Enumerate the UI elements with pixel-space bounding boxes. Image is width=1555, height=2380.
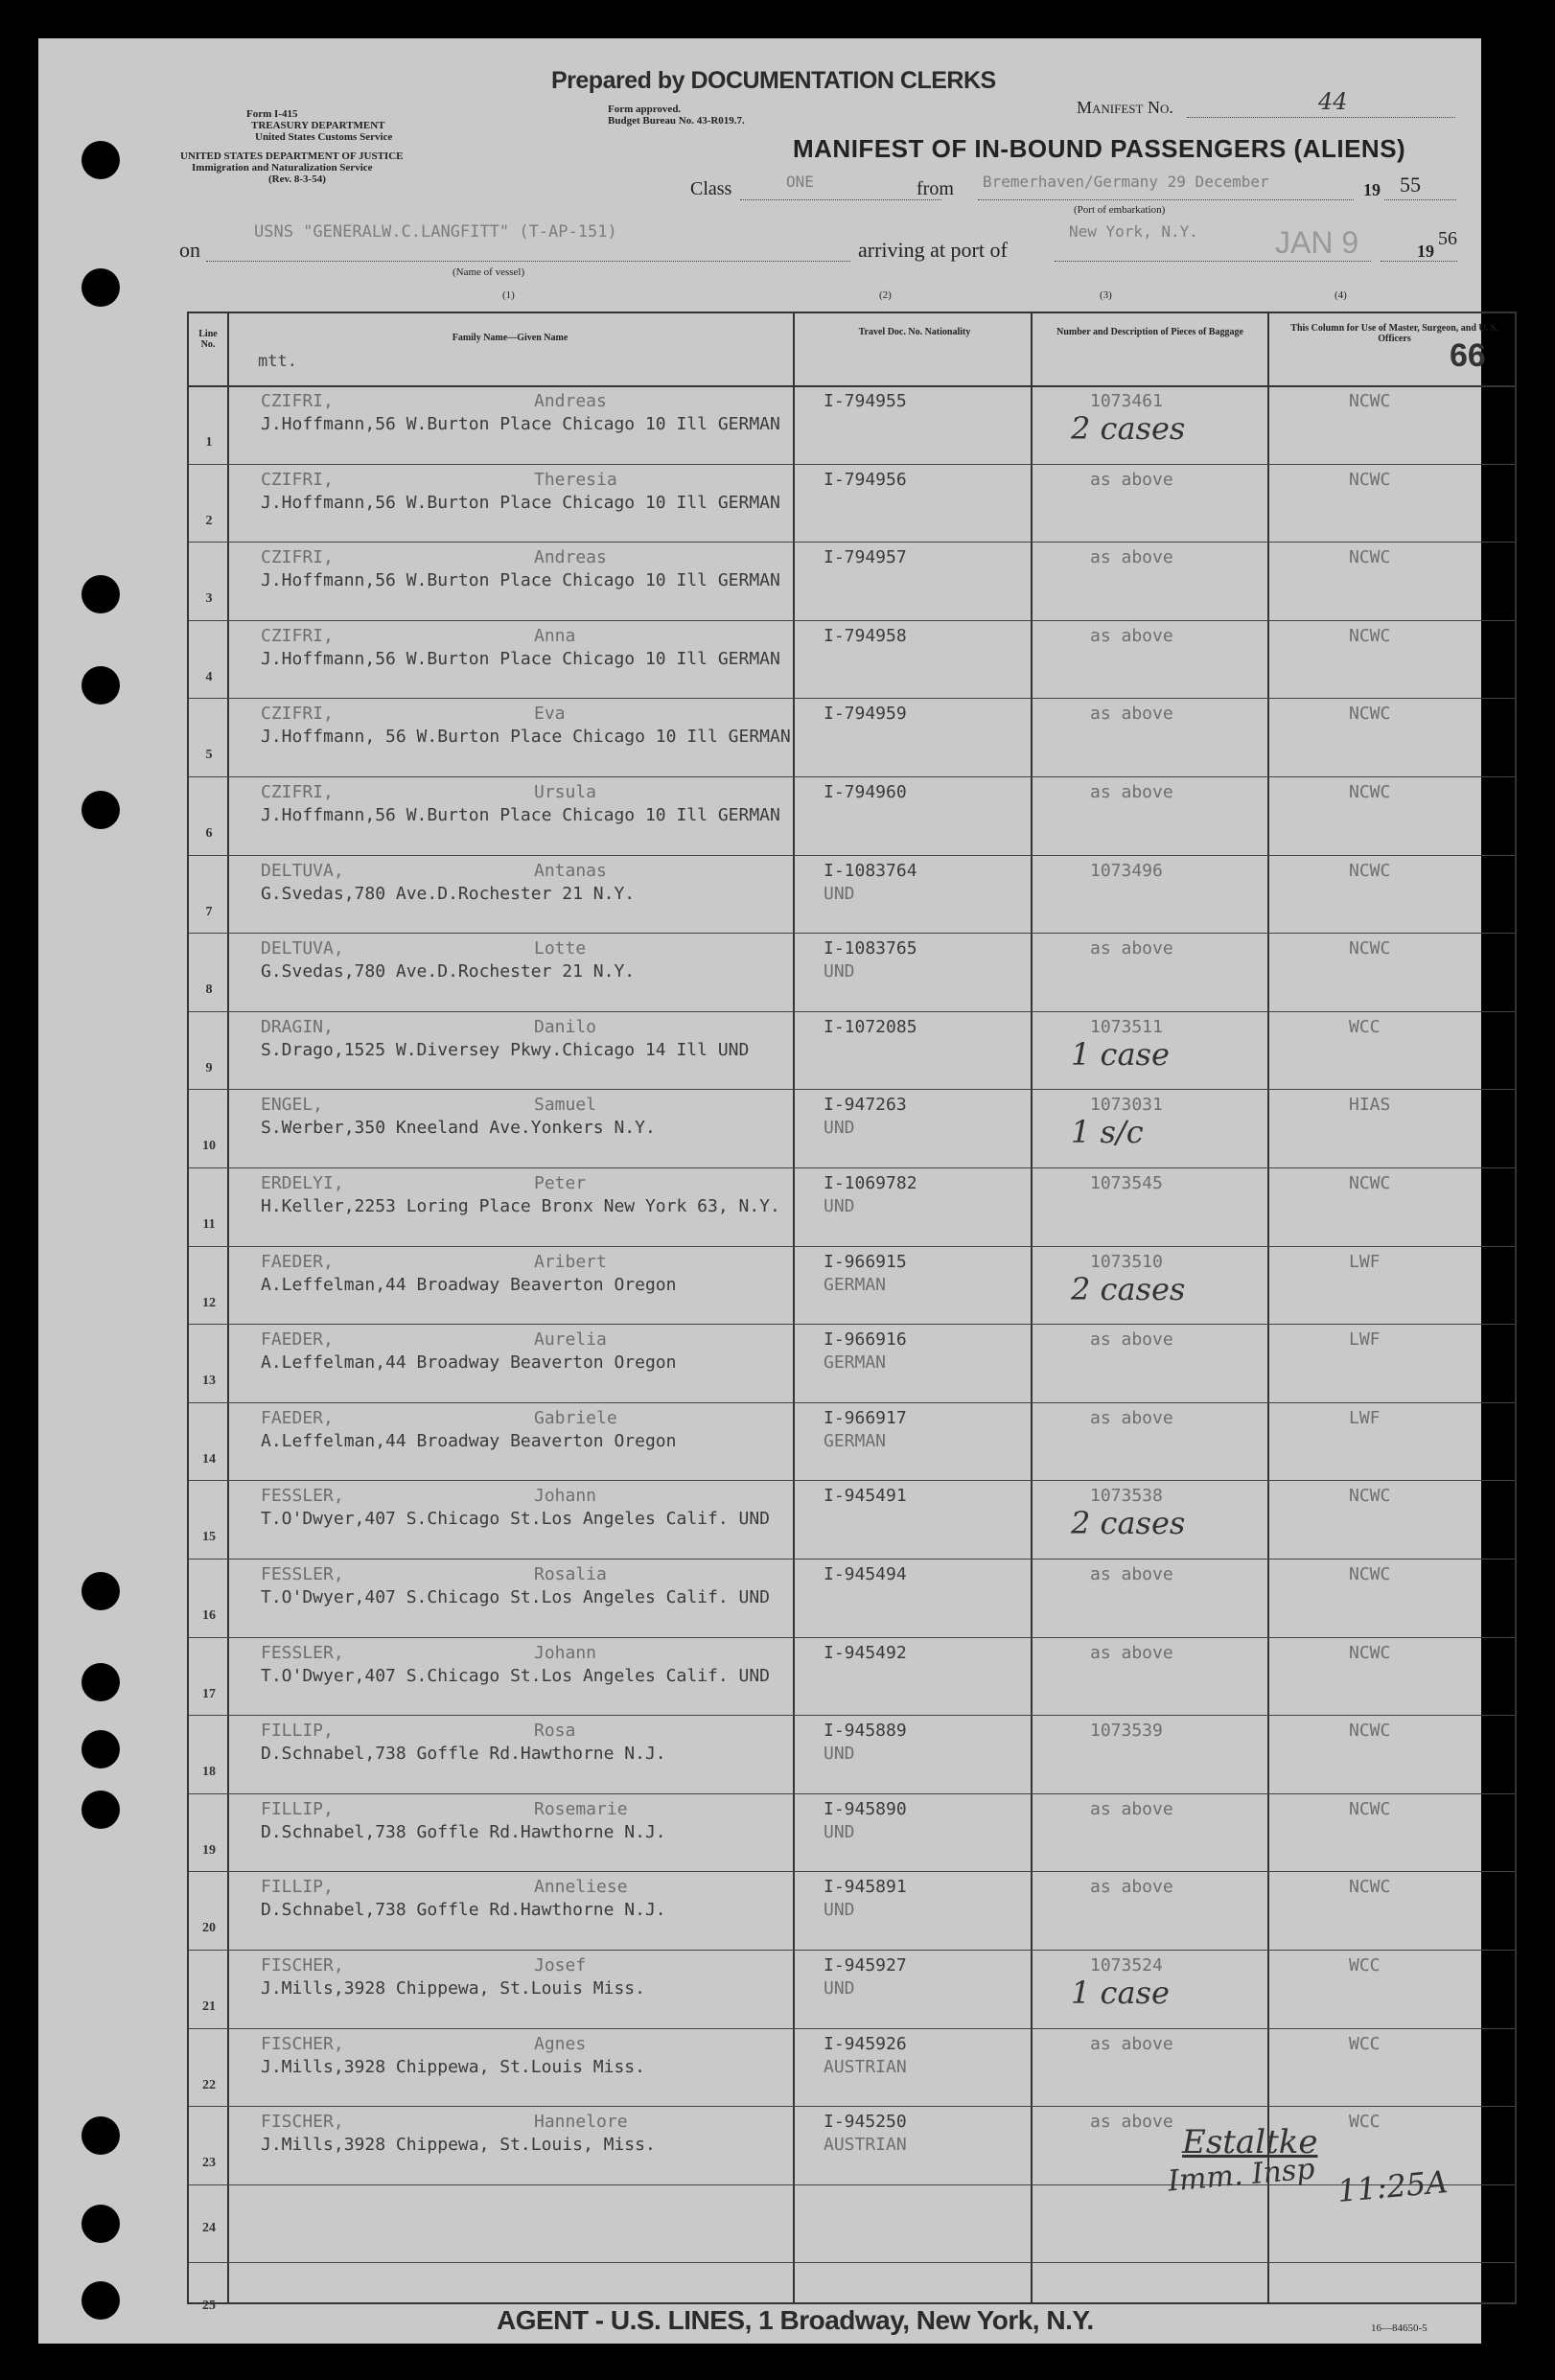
given-name: Josef: [534, 1955, 587, 1976]
sponsor-address: J.Hoffmann,56 W.Burton Place Chicago 10 Ill GERMAN: [261, 805, 780, 825]
sponsor-address: A.Leffelman,44 Broadway Beaverton Oregon: [261, 1352, 677, 1374]
table-row: [189, 1871, 1515, 1950]
baggage-number: as above: [1090, 2112, 1173, 2133]
line-number: 3: [205, 591, 213, 607]
family-name: FESSLER,: [261, 1486, 344, 1507]
sponsor-address: J.Mills,3928 Chippewa, St.Louis Miss.: [261, 2056, 645, 2077]
family-name: ERDELYI,: [261, 1173, 344, 1193]
nationality: UND: [824, 883, 855, 904]
given-name: Rosemarie: [534, 1798, 628, 1819]
baggage-number: as above: [1090, 1642, 1173, 1663]
col-number-2: (2): [879, 289, 892, 301]
vessel-line: [206, 261, 850, 262]
form-code: 16—84650-5: [1371, 2322, 1427, 2334]
arriving-label: arriving at port of: [858, 238, 1008, 262]
punch-hole: [81, 575, 120, 613]
travel-doc-no: I-945889: [824, 1721, 907, 1742]
sponsor-address: T.O'Dwyer,407 S.Chicago St.Los Angeles Calif. UND: [261, 1587, 771, 1607]
family-name: FESSLER,: [261, 1564, 344, 1584]
baggage-number: as above: [1090, 704, 1173, 725]
nationality: UND: [824, 1821, 855, 1842]
sponsor-address: D.Schnabel,738 Goffle Rd.Hawthorne N.J.: [261, 1744, 666, 1765]
line-number: 24: [202, 2220, 216, 2235]
baggage-number: as above: [1090, 547, 1173, 568]
agency-code: NCWC: [1349, 1877, 1391, 1898]
nationality: GERMAN: [824, 1352, 887, 1374]
table-row: [189, 620, 1515, 699]
travel-doc-no: I-945927: [824, 1955, 907, 1976]
sponsor-address: J.Mills,3928 Chippewa, St.Louis Miss.: [261, 1978, 645, 1999]
nationality: UND: [824, 1900, 855, 1921]
year-line: [1384, 199, 1456, 200]
family-name: FAEDER,: [261, 1329, 334, 1351]
given-name: Aribert: [534, 1251, 607, 1272]
sponsor-address: T.O'Dwyer,407 S.Chicago St.Los Angeles Calif. UND: [261, 1665, 771, 1686]
baggage-number: as above: [1090, 1407, 1173, 1428]
travel-doc-no: I-794959: [824, 704, 907, 725]
table-row: [189, 385, 1515, 464]
page-mark: 66: [1450, 337, 1486, 374]
baggage-number: 1073524: [1090, 1955, 1163, 1976]
line-number: 22: [202, 2077, 216, 2092]
ins-label: Immigration and Naturalization Service: [192, 162, 373, 173]
agency-code: NCWC: [1349, 938, 1391, 959]
travel-doc-no: I-794957: [824, 547, 907, 568]
line-number: 23: [202, 2156, 216, 2171]
nationality: AUSTRIAN: [824, 2135, 907, 2156]
table-row: [189, 1480, 1515, 1559]
year-prefix: 19: [1363, 180, 1381, 199]
baggage-number: as above: [1090, 1877, 1173, 1898]
line-number: 25: [202, 2299, 216, 2314]
given-name: Andreas: [534, 391, 607, 411]
line-number: 19: [202, 1842, 216, 1858]
travel-doc-no: I-1083765: [824, 938, 917, 959]
line-number: 14: [202, 1451, 216, 1467]
baggage-handwritten: 1 s/c: [1071, 1114, 1144, 1151]
sponsor-address: A.Leffelman,44 Broadway Beaverton Oregon: [261, 1274, 677, 1295]
port-caption: (Port of embarkation): [1074, 204, 1166, 216]
arrival-line: [1055, 261, 1371, 262]
family-name: FILLIP,: [261, 1721, 334, 1742]
inspector-signature: Estaltke: [1182, 2123, 1318, 2161]
agency-code: WCC: [1349, 2112, 1381, 2133]
family-name: ENGEL,: [261, 1095, 324, 1116]
family-name: CZIFRI,: [261, 391, 334, 411]
from-value: Bremerhaven/Germany 29 December: [983, 173, 1269, 191]
agency-code: NCWC: [1349, 625, 1391, 646]
baggage-handwritten: 1 case: [1071, 1035, 1170, 1073]
line-number: 18: [202, 1765, 216, 1780]
manifest-no-line: [1187, 117, 1455, 118]
agency-code: WCC: [1349, 1016, 1381, 1037]
baggage-number: as above: [1090, 1564, 1173, 1584]
given-name: Agnes: [534, 2033, 587, 2054]
punch-hole: [81, 2205, 120, 2243]
agency-code: NCWC: [1349, 1486, 1391, 1507]
agent-stamp: AGENT - U.S. LINES, 1 Broadway, New York, N.Y.: [497, 2305, 1094, 2335]
agency-code: NCWC: [1349, 547, 1391, 568]
line-number: 10: [202, 1139, 216, 1154]
punch-hole: [81, 1572, 120, 1610]
table-row: [189, 1167, 1515, 1246]
arrival-date-stamp: JAN 9: [1275, 225, 1359, 260]
given-name: Gabriele: [534, 1407, 617, 1428]
on-label: on: [179, 238, 200, 262]
col-number-4: (4): [1335, 289, 1347, 301]
class-line: [740, 199, 941, 200]
baggage-number: as above: [1090, 469, 1173, 490]
travel-doc-no: I-794960: [824, 782, 907, 802]
sponsor-address: D.Schnabel,738 Goffle Rd.Hawthorne N.J.: [261, 1821, 666, 1842]
baggage-number: as above: [1090, 782, 1173, 802]
punch-hole: [81, 1730, 120, 1768]
arrival-year-prefix: 19: [1417, 242, 1434, 261]
line-number: 20: [202, 1921, 216, 1936]
table-row: [189, 1715, 1515, 1793]
table-row: [189, 1246, 1515, 1325]
budget-number: Budget Bureau No. 43-R019.7.: [608, 115, 745, 127]
arrival-port: New York, N.Y.: [1069, 222, 1198, 241]
baggage-handwritten: 2 cases: [1071, 1270, 1186, 1307]
given-name: Andreas: [534, 547, 607, 568]
family-name: FAEDER,: [261, 1407, 334, 1428]
sponsor-address: J.Hoffmann, 56 W.Burton Place Chicago 10 Ill GERMAN: [261, 727, 791, 748]
travel-doc-no: I-945250: [824, 2112, 907, 2133]
punch-hole: [81, 1663, 120, 1701]
sponsor-address: J.Hoffmann,56 W.Burton Place Chicago 10 Ill GERMAN: [261, 648, 780, 669]
baggage-number: as above: [1090, 1329, 1173, 1351]
family-name: CZIFRI,: [261, 704, 334, 725]
baggage-handwritten: 1 case: [1071, 1975, 1170, 2011]
travel-doc-no: I-966917: [824, 1407, 907, 1428]
sponsor-address: J.Hoffmann,56 W.Burton Place Chicago 10 Ill GERMAN: [261, 492, 780, 513]
travel-doc-no: I-945890: [824, 1798, 907, 1819]
line-number: 13: [202, 1374, 216, 1389]
form-approved: Form approved.: [608, 104, 682, 115]
given-name: Samuel: [534, 1095, 597, 1116]
baggage-number: 1073031: [1090, 1095, 1163, 1116]
punch-hole: [81, 2116, 120, 2155]
line-number: 6: [205, 826, 213, 841]
sponsor-address: J.Hoffmann,56 W.Burton Place Chicago 10 Ill GERMAN: [261, 570, 780, 591]
col-number-1: (1): [502, 289, 515, 301]
baggage-number: 1073539: [1090, 1721, 1163, 1742]
line-number: 8: [205, 982, 213, 998]
justice-label: UNITED STATES DEPARTMENT OF JUSTICE: [180, 150, 404, 162]
travel-doc-no: I-947263: [824, 1095, 907, 1116]
given-name: Johann: [534, 1486, 597, 1507]
nationality: UND: [824, 1978, 855, 1999]
table-row: [189, 2028, 1515, 2107]
given-name: Rosa: [534, 1721, 576, 1742]
line-number: 17: [202, 1686, 216, 1701]
arrival-year-line: [1381, 261, 1457, 262]
nationality: GERMAN: [824, 1430, 887, 1451]
given-name: Anna: [534, 625, 576, 646]
table-row: [189, 2184, 1515, 2263]
travel-doc-no: I-945491: [824, 1486, 907, 1507]
travel-doc-no: I-1072085: [824, 1016, 917, 1037]
travel-doc-no: I-794956: [824, 469, 907, 490]
manifest-title: MANIFEST OF IN-BOUND PASSENGERS (ALIENS): [793, 134, 1406, 163]
sponsor-address: J.Hoffmann,56 W.Burton Place Chicago 10 Ill GERMAN: [261, 414, 780, 434]
rev-label: (Rev. 8-3-54): [268, 173, 326, 185]
family-name: CZIFRI,: [261, 625, 334, 646]
vessel-value: USNS "GENERALW.C.LANGFITT" (T-AP-151): [254, 222, 617, 242]
travel-doc-no: I-945494: [824, 1564, 907, 1584]
treasury-label: TREASURY DEPARTMENT: [251, 120, 385, 131]
baggage-number: as above: [1090, 938, 1173, 959]
travel-doc-no: I-945891: [824, 1877, 907, 1898]
table-row: [189, 1950, 1515, 2028]
table-row: [189, 1089, 1515, 1167]
given-name: Peter: [534, 1173, 587, 1193]
form-id: Form I-415: [246, 108, 298, 120]
agency-code: WCC: [1349, 2033, 1381, 2054]
line-number: 11: [202, 1217, 216, 1232]
baggage-number: as above: [1090, 1798, 1173, 1819]
given-name: Aurelia: [534, 1329, 607, 1351]
table-row: [189, 464, 1515, 543]
line-number: 21: [202, 1999, 216, 2014]
col-header-baggage: Number and Description of Pieces of Baggage: [1056, 327, 1243, 337]
table-row: [189, 1637, 1515, 1716]
punch-hole: [81, 1791, 120, 1829]
agency-code: WCC: [1349, 1955, 1381, 1976]
table-row: [189, 1011, 1515, 1090]
col-header-line-no: Line No.: [198, 329, 218, 350]
baggage-number: as above: [1090, 2033, 1173, 2054]
agency-code: NCWC: [1349, 1642, 1391, 1663]
family-name: CZIFRI,: [261, 469, 334, 490]
vessel-caption: (Name of vessel): [453, 266, 525, 278]
agency-code: NCWC: [1349, 860, 1391, 881]
travel-doc-no: I-945492: [824, 1642, 907, 1663]
sponsor-address: G.Svedas,780 Ave.D.Rochester 21 N.Y.: [261, 883, 636, 904]
agency-code: LWF: [1349, 1251, 1381, 1272]
nationality: AUSTRIAN: [824, 2056, 907, 2077]
family-name: FILLIP,: [261, 1798, 334, 1819]
travel-doc-no: I-794955: [824, 391, 907, 411]
given-name: Eva: [534, 704, 566, 725]
family-name: CZIFRI,: [261, 782, 334, 802]
family-name: CZIFRI,: [261, 547, 334, 568]
punch-hole: [81, 666, 120, 705]
from-label: from: [917, 178, 954, 199]
given-name: Hannelore: [534, 2112, 628, 2133]
class-value: ONE: [786, 173, 814, 191]
given-name: Theresia: [534, 469, 617, 490]
given-name: Ursula: [534, 782, 597, 802]
baggage-number: 1073461: [1090, 391, 1163, 411]
agency-code: NCWC: [1349, 1564, 1391, 1584]
inspector-title: Imm. Insp: [1166, 2152, 1316, 2199]
class-label: Class: [690, 178, 732, 199]
travel-doc-no: I-794958: [824, 625, 907, 646]
sponsor-address: D.Schnabel,738 Goffle Rd.Hawthorne N.J.: [261, 1900, 666, 1921]
agency-code: HIAS: [1349, 1095, 1391, 1116]
col-header-travel-doc: Travel Doc. No. Nationality: [858, 327, 971, 337]
family-name: FAEDER,: [261, 1251, 334, 1272]
agency-code: NCWC: [1349, 469, 1391, 490]
sponsor-address: H.Keller,2253 Loring Place Bronx New York 63, N.Y.: [261, 1196, 780, 1216]
sponsor-address: A.Leffelman,44 Broadway Beaverton Oregon: [261, 1430, 677, 1451]
family-name: DELTUVA,: [261, 938, 344, 959]
year-value: 55: [1400, 173, 1421, 196]
travel-doc-no: I-945926: [824, 2033, 907, 2054]
table-row: [189, 542, 1515, 620]
agency-code: NCWC: [1349, 704, 1391, 725]
table-row: [189, 1402, 1515, 1481]
travel-doc-no: I-966915: [824, 1251, 907, 1272]
line-number: 2: [205, 513, 213, 528]
given-name: Lotte: [534, 938, 587, 959]
table-row: [189, 1793, 1515, 1872]
line-number: 1: [205, 435, 213, 450]
family-name: DRAGIN,: [261, 1016, 334, 1037]
baggage-handwritten: 2 cases: [1071, 1505, 1186, 1542]
family-name: FILLIP,: [261, 1877, 334, 1898]
agency-code: NCWC: [1349, 782, 1391, 802]
baggage-number: 1073511: [1090, 1016, 1163, 1037]
nationality: UND: [824, 961, 855, 982]
given-name: Danilo: [534, 1016, 597, 1037]
baggage-number: 1073538: [1090, 1486, 1163, 1507]
manifest-no-value: 44: [1318, 88, 1348, 115]
baggage-number: 1073510: [1090, 1251, 1163, 1272]
line-number: 7: [205, 904, 213, 919]
sponsor-address: S.Drago,1525 W.Diversey Pkwy.Chicago 14 Ill UND: [261, 1039, 750, 1060]
given-name: Johann: [534, 1642, 597, 1663]
baggage-number: 1073545: [1090, 1173, 1163, 1193]
table-row: [189, 933, 1515, 1011]
line-number: 15: [202, 1530, 216, 1545]
sponsor-address: S.Werber,350 Kneeland Ave.Yonkers N.Y.: [261, 1118, 656, 1139]
nationality: UND: [824, 1118, 855, 1139]
agency-code: LWF: [1349, 1329, 1381, 1351]
manifest-no-label: Manifest No.: [1077, 98, 1173, 117]
nationality: GERMAN: [824, 1274, 887, 1295]
customs-label: United States Customs Service: [255, 131, 393, 143]
punch-hole: [81, 2281, 120, 2320]
travel-doc-no: I-1083764: [824, 860, 917, 881]
family-name: DELTUVA,: [261, 860, 344, 881]
prepared-by-stamp: Prepared by DOCUMENTATION CLERKS: [551, 67, 996, 94]
table-row: [189, 1324, 1515, 1402]
table-row: [189, 776, 1515, 855]
agency-code: NCWC: [1349, 1798, 1391, 1819]
col-number-3: (3): [1100, 289, 1112, 301]
col-header-officers: This Column for Use of Master, Surgeon, and U. S. Officers: [1290, 323, 1498, 344]
punch-hole: [81, 268, 120, 307]
agency-code: NCWC: [1349, 391, 1391, 411]
nationality: UND: [824, 1196, 855, 1216]
manifest-page: [38, 38, 1498, 2344]
family-name: FESSLER,: [261, 1642, 344, 1663]
punch-hole: [81, 141, 120, 179]
family-name: FISCHER,: [261, 2112, 344, 2133]
baggage-number: 1073496: [1090, 860, 1163, 881]
col-header-name: Family Name—Given Name: [452, 333, 569, 343]
passenger-table: [187, 312, 1517, 2314]
punch-hole: [81, 791, 120, 829]
family-name: FISCHER,: [261, 1955, 344, 1976]
table-row: [189, 698, 1515, 776]
arrival-year-value: 56: [1438, 228, 1457, 249]
line-number: 12: [202, 1295, 216, 1310]
line-number: 5: [205, 748, 213, 763]
travel-doc-no: I-1069782: [824, 1173, 917, 1193]
from-line: [978, 199, 1354, 200]
family-name: FISCHER,: [261, 2033, 344, 2054]
sponsor-address: G.Svedas,780 Ave.D.Rochester 21 N.Y.: [261, 961, 636, 982]
nationality: UND: [824, 1744, 855, 1765]
sponsor-address: T.O'Dwyer,407 S.Chicago St.Los Angeles Calif. UND: [261, 1509, 771, 1530]
table-row: [189, 1559, 1515, 1637]
line-number: 4: [205, 669, 213, 684]
inspection-time: 11:25A: [1335, 2163, 1450, 2209]
given-name: Antanas: [534, 860, 607, 881]
line-number: 9: [205, 1060, 213, 1075]
baggage-handwritten: 2 cases: [1071, 410, 1186, 447]
sponsor-address: J.Mills,3928 Chippewa, St.Louis, Miss.: [261, 2135, 656, 2156]
given-name: Rosalia: [534, 1564, 607, 1584]
table-row: [189, 855, 1515, 934]
agency-code: NCWC: [1349, 1721, 1391, 1742]
mtt-annotation: mtt.: [258, 352, 297, 371]
baggage-number: as above: [1090, 625, 1173, 646]
agency-code: NCWC: [1349, 1173, 1391, 1193]
agency-code: LWF: [1349, 1407, 1381, 1428]
line-number: 16: [202, 1608, 216, 1623]
given-name: Anneliese: [534, 1877, 628, 1898]
travel-doc-no: I-966916: [824, 1329, 907, 1351]
